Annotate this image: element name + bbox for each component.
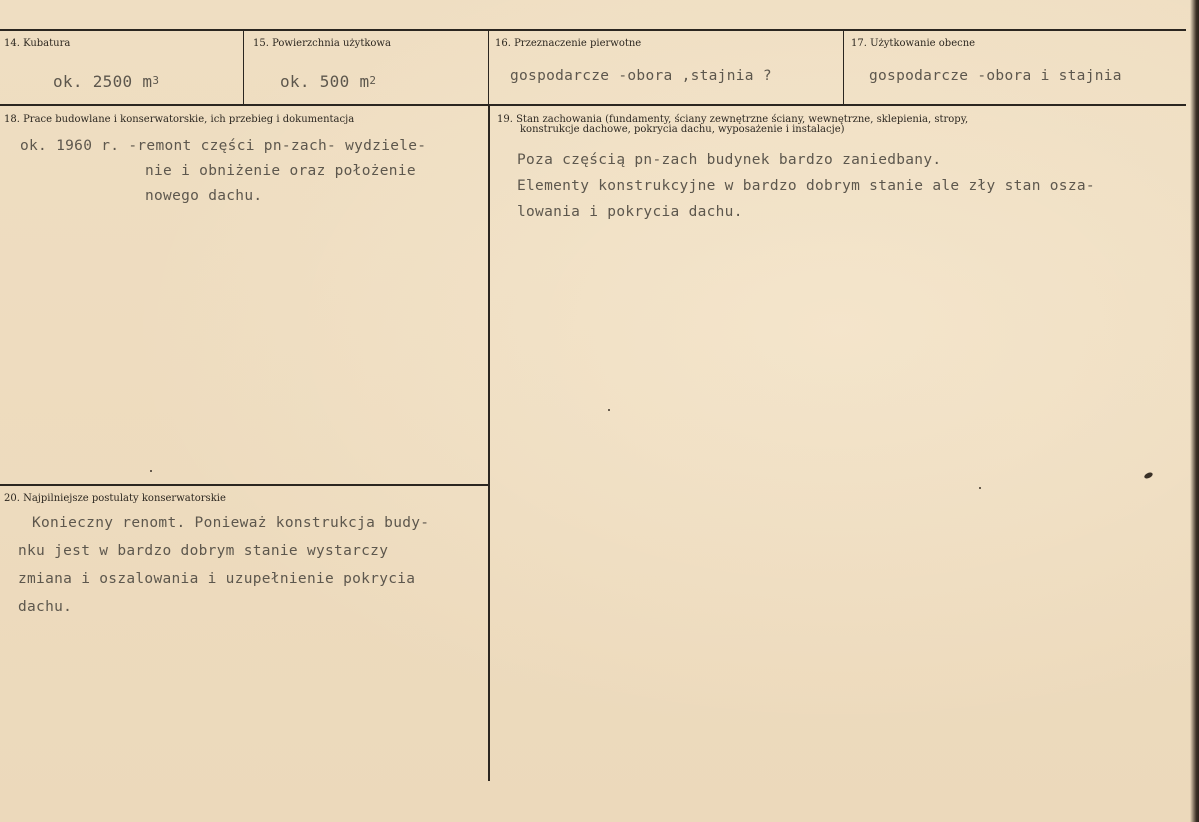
- field-14-value-text: ok. 2500 m: [53, 72, 153, 91]
- divider-15-16: [488, 30, 489, 105]
- field-15-unit-exponent: 2: [369, 74, 377, 87]
- field-14-label: 14. Kubatura: [4, 38, 71, 49]
- field-18-label: 18. Prace budowlane i konserwatorskie, ich przebieg i dokumentacja: [4, 114, 355, 125]
- divider-14-15: [243, 30, 244, 105]
- field-20-line-1: Konieczny renomt. Ponieważ konstrukcja budy-: [32, 515, 430, 531]
- field-17-value: gospodarcze -obora i stajnia: [869, 68, 1122, 84]
- field-15-value-text: ok. 500 m: [280, 72, 370, 91]
- field-20-line-4: dachu.: [18, 599, 73, 615]
- field-18-line-3: nowego dachu.: [145, 188, 263, 204]
- field-19-label-line-2: konstrukcje dachowe, pokrycia dachu, wyposażenie i instalacje): [520, 124, 845, 135]
- field-20-line-3: zmiana i oszalowania i uzupełnienie pokrycia: [18, 571, 416, 587]
- field-19-label-line-1: 19. Stan zachowania (fundamenty, ściany zewnętrzne ściany, wewnętrzne, sklepienia, stropy,: [497, 114, 969, 125]
- field-19-line-1: Poza częścią pn-zach budynek bardzo zaniedbany.: [517, 152, 942, 168]
- field-18-line-2: nie i obniżenie oraz położenie: [145, 163, 416, 179]
- field-16-value: gospodarcze -obora ,stajnia ?: [510, 68, 772, 84]
- row1-bottom-rule: [0, 104, 1186, 106]
- field-16-label: 16. Przeznaczenie pierwotne: [495, 38, 642, 49]
- scan-edge-shadow: [1190, 0, 1199, 822]
- field-20-line-2: nku jest w bardzo dobrym stanie wystarczy: [18, 543, 389, 559]
- ink-speck: [1143, 471, 1153, 479]
- field-14-value: [53, 72, 159, 91]
- ink-dot: [979, 487, 981, 489]
- field-18-line-1: ok. 1960 r. -remont części pn-zach- wydziele-: [20, 138, 427, 154]
- rule-above-20: [0, 484, 489, 486]
- field-20-label: 20. Najpilniejsze postulaty konserwatorskie: [4, 493, 226, 504]
- ink-dot: [608, 409, 610, 411]
- top-rule: [0, 29, 1186, 31]
- divider-18-19: [488, 105, 490, 781]
- field-14-unit-exponent: 3: [152, 74, 160, 87]
- field-15-value: [280, 72, 376, 91]
- ink-dot: [150, 470, 152, 472]
- field-19-line-3: lowania i pokrycia dachu.: [517, 204, 743, 220]
- field-15-label: 15. Powierzchnia użytkowa: [253, 38, 391, 49]
- field-17-label: 17. Użytkowanie obecne: [851, 38, 976, 49]
- field-19-line-2: Elementy konstrukcyjne w bardzo dobrym stanie ale zły stan osza-: [517, 178, 1095, 194]
- divider-16-17: [843, 30, 844, 105]
